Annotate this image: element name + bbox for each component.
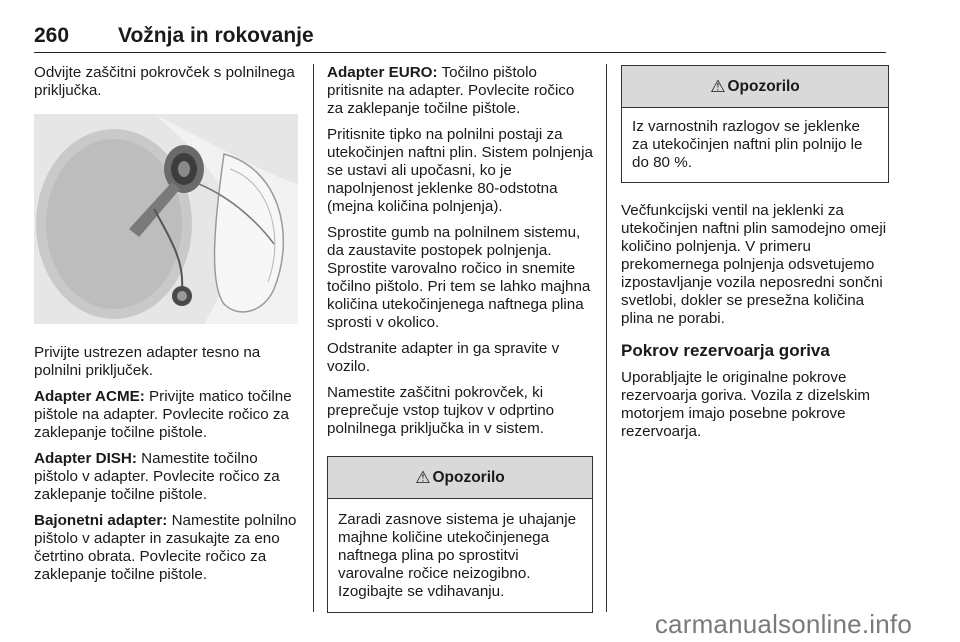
paragraph-acme	[34, 388, 300, 442]
warning-header	[622, 66, 888, 108]
bayonet-text: Namestite polnilno pištolo v adapter in zasukajte za eno četrtino obrata. Povlecite ročico za zaklepanje točilne pištole.	[34, 512, 297, 583]
warning-text: Iz varnostnih razlogov se jeklenke za utekočinjen naftni plin polnijo le do 80 %.	[632, 118, 863, 171]
acme-text: Privijte matico točilne pištole na adapter. Povlecite ročico za zaklepanje točilne pištole.	[34, 388, 292, 441]
paragraph: Večfunkcijski ventil na jeklenki za utekočinjen naftni plin samodejno omeji količino polnjenja. V primeru prekomernega polnjenja odsvetujemo izpostavljanje vozila neposredni sončni svetlobi, dokler se presežna količina plina ne porabi.	[621, 202, 887, 327]
warning-header	[328, 457, 592, 499]
warning-box	[621, 65, 889, 183]
paragraph: Privijte ustrezen adapter tesno na polnilni priključek.	[34, 344, 261, 379]
warning-icon: ⚠	[710, 76, 726, 96]
column-divider	[313, 64, 314, 612]
bayonet-label: Bajonetni adapter:	[34, 512, 168, 529]
acme-label: Adapter ACME:	[34, 388, 145, 405]
warning-title: Opozorilo	[432, 468, 505, 486]
euro-text: Točilno pištolo pritisnite na adapter. Povlecite ročico za zaklepanje točilne pištole.	[327, 64, 575, 117]
page-number: 260	[34, 24, 70, 47]
page-title: Vožnja in rokovanje	[118, 24, 314, 47]
euro-label: Adapter EURO:	[327, 64, 438, 81]
dish-text: Namestite točilno pištolo v adapter. Povlecite ročico za zaklepanje točilne pištole.	[34, 450, 280, 503]
column-1	[34, 64, 300, 592]
dish-label: Adapter DISH:	[34, 450, 137, 467]
paragraph: Odvijte zaščitni pokrovček s polnilnega priključka.	[34, 64, 295, 99]
section-title: Pokrov rezervoarja goriva	[621, 341, 830, 360]
column-3	[621, 64, 889, 449]
warning-text: Zaradi zasnove sistema je uhajanje majhne količine utekočinjenega naftnega plina po sprostitvi varovalne ročice neizogibno. Izogibajte se vdihavanju.	[338, 511, 577, 600]
page-header	[34, 22, 886, 53]
paragraph-dish	[34, 450, 300, 504]
paragraph: Uporabljajte le originalne pokrove rezervoarja goriva. Vozila z dizelskim motorjem imajo posebne pokrove rezervoarja.	[621, 369, 870, 440]
fuel-filler-illustration	[34, 114, 298, 324]
paragraph-bayonet	[34, 512, 300, 584]
warning-icon: ⚠	[415, 467, 431, 487]
watermark: carmanualsonline.info	[654, 609, 912, 639]
column-divider	[606, 64, 607, 612]
paragraph: Sprostite gumb na polnilnem sistemu, da zaustavite postopek polnjenja. Sprostite varovalno ročico in snemite točilno pištolo. Pri tem se lahko majhna količina utekočinjenega naftnega plina sprosti v okolico.	[327, 224, 591, 331]
warning-title: Opozorilo	[727, 77, 800, 95]
paragraph: Odstranite adapter in ga spravite v vozilo.	[327, 340, 560, 375]
paragraph: Pritisnite tipko na polnilni postaji za utekočinjen naftni plin. Sistem polnjenja se ustavi ali upočasni, ko je napolnjenost jeklenke 80-odstotna (mejna količina polnjenja).	[327, 126, 593, 215]
column-2	[327, 64, 593, 613]
paragraph: Namestite zaščitni pokrovček, ki preprečuje vstop tujkov v odprtino polnilnega priključka in v sistem.	[327, 384, 555, 437]
warning-box	[327, 456, 593, 613]
paragraph-euro	[327, 64, 593, 118]
